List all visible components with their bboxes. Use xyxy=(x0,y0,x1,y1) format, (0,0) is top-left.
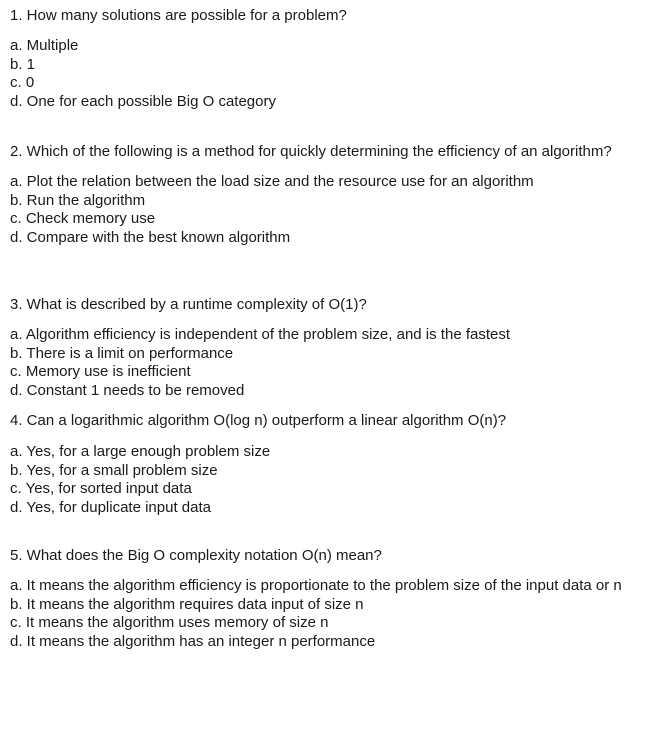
options-list xyxy=(10,443,640,517)
option-b: b. Run the algorithm xyxy=(10,191,146,209)
option-c: c. Memory use is inefficient xyxy=(10,363,191,380)
option-c: c. It means the algorithm uses memory of size n xyxy=(10,614,329,631)
option-a: a. Algorithm efficiency is independent of the problem size, and is the fastest xyxy=(10,326,511,343)
question-text: 2. Which of the following is a method for quickly determining the efficiency of an algorithm? xyxy=(10,143,612,160)
question-4 xyxy=(10,412,640,517)
option-b: b. It means the algorithm requires data input of size n xyxy=(10,595,364,613)
option-a: a. Multiple xyxy=(10,37,79,54)
option-c: c. 0 xyxy=(10,74,35,91)
option-c: c. Yes, for sorted input data xyxy=(10,480,192,497)
option-d: d. It means the algorithm has an integer n performance xyxy=(10,632,376,650)
option-d: d. Yes, for duplicate input data xyxy=(10,498,211,516)
option-a: a. It means the algorithm efficiency is proportionate to the problem size of the input data or n xyxy=(10,577,622,594)
option-d: d. One for each possible Big O category xyxy=(10,92,276,110)
option-b: b. 1 xyxy=(10,55,36,73)
question-2 xyxy=(10,143,640,247)
question-text: 1. How many solutions are possible for a problem? xyxy=(10,7,347,24)
question-5 xyxy=(10,547,640,651)
option-c: c. Check memory use xyxy=(10,210,156,227)
options-list xyxy=(10,326,640,400)
option-d: d. Compare with the best known algorithm xyxy=(10,228,291,246)
option-d: d. Constant 1 needs to be removed xyxy=(10,381,245,399)
question-text: 4. Can a logarithmic algorithm O(log n) outperform a linear algorithm O(n)? xyxy=(10,412,507,429)
options-list xyxy=(10,37,640,111)
option-b: b. Yes, for a small problem size xyxy=(10,461,218,479)
option-a: a. Plot the relation between the load size and the resource use for an algorithm xyxy=(10,173,534,190)
option-b: b. There is a limit on performance xyxy=(10,344,234,362)
options-list xyxy=(10,173,640,247)
question-text: 5. What does the Big O complexity notation O(n) mean? xyxy=(10,547,382,564)
options-list xyxy=(10,577,640,651)
option-a: a. Yes, for a large enough problem size xyxy=(10,443,271,460)
question-3 xyxy=(10,296,640,400)
question-1 xyxy=(10,7,640,111)
question-text: 3. What is described by a runtime complexity of O(1)? xyxy=(10,296,367,313)
